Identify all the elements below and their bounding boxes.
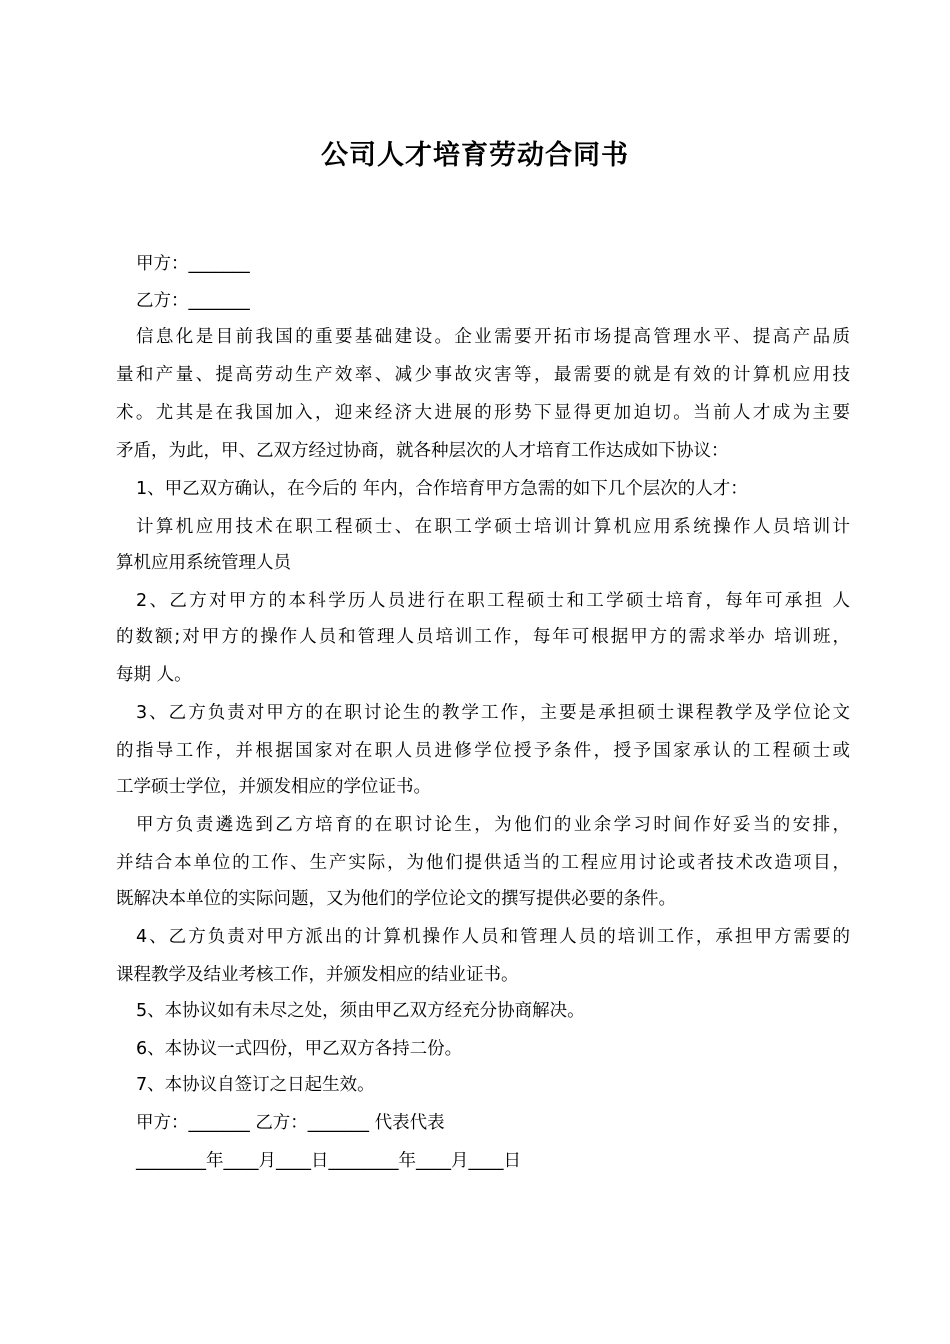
clause-2-line: 的数额;对甲方的操作人员和管理人员培训工作，每年可根据甲方的需求举办 培训班， <box>116 627 850 647</box>
paragraph-line: 矛盾，为此，甲、乙双方经过协商，就各种层次的人才培育工作达成如下协议： <box>116 441 729 461</box>
clause-4-line: 课程教学及结业考核工作，并颁发相应的结业证书。 <box>116 965 519 985</box>
date-line: ________年____月____日________年____月____日 <box>136 1151 521 1171</box>
signature-line: 甲方：_______ 乙方：_______ 代表代表 <box>136 1113 445 1133</box>
party-b-line: 乙方：_______ <box>136 291 250 311</box>
clause-1-line: 计算机应用技术在职工程硕士、在职工学硕士培训计算机应用系统操作人员培训计 <box>136 517 850 537</box>
clause-4-line: 4、乙方负责对甲方派出的计算机操作人员和管理人员的培训工作，承担甲方需要的 <box>136 927 850 947</box>
paragraph-line: 术。尤其是在我国加入，迎来经济大进展的形势下显得更加迫切。当前人才成为主要 <box>116 403 850 423</box>
clause-1-line: 1、甲乙双方确认，在今后的 年内，合作培育甲方急需的如下几个层次的人才： <box>136 479 748 499</box>
clause-3-line: 既解决本单位的实际问题，又为他们的学位论文的撰写提供必要的条件。 <box>116 889 676 909</box>
clause-1-line: 算机应用系统管理人员 <box>116 553 291 573</box>
clause-3-line: 工学硕士学位，并颁发相应的学位证书。 <box>116 777 431 797</box>
clause-6-line: 6、本协议一式四份，甲乙双方各持二份。 <box>136 1039 463 1059</box>
clause-5-line: 5、本协议如有未尽之处，须由甲乙双方经充分协商解决。 <box>136 1001 585 1021</box>
clause-3-line: 3、乙方负责对甲方的在职讨论生的教学工作，主要是承担硕士课程教学及学位论文 <box>136 703 850 723</box>
paragraph-line: 量和产量、提高劳动生产效率、减少事故灾害等，最需要的就是有效的计算机应用技 <box>116 365 850 385</box>
document-title: 公司人才培育劳动合同书 <box>321 140 629 171</box>
clause-3-line: 甲方负责遴选到乙方培育的在职讨论生，为他们的业余学习时间作好妥当的安排， <box>136 815 850 835</box>
party-a-line: 甲方：_______ <box>136 254 250 274</box>
clause-7-line: 7、本协议自签订之日起生效。 <box>136 1075 375 1095</box>
clause-3-line: 并结合本单位的工作、生产实际，为他们提供适当的工程应用讨论或者技术改造项目， <box>116 853 850 873</box>
clause-2-line: 2、乙方对甲方的本科学历人员进行在职工程硕士和工学硕士培育，每年可承担 人 <box>136 591 850 611</box>
paragraph-line: 信息化是目前我国的重要基础建设。企业需要开拓市场提高管理水平、提高产品质 <box>136 327 850 347</box>
clause-3-line: 的指导工作，并根据国家对在职人员进修学位授予条件，授予国家承认的工程硕士或 <box>116 741 850 761</box>
clause-2-line: 每期 人。 <box>116 665 192 685</box>
